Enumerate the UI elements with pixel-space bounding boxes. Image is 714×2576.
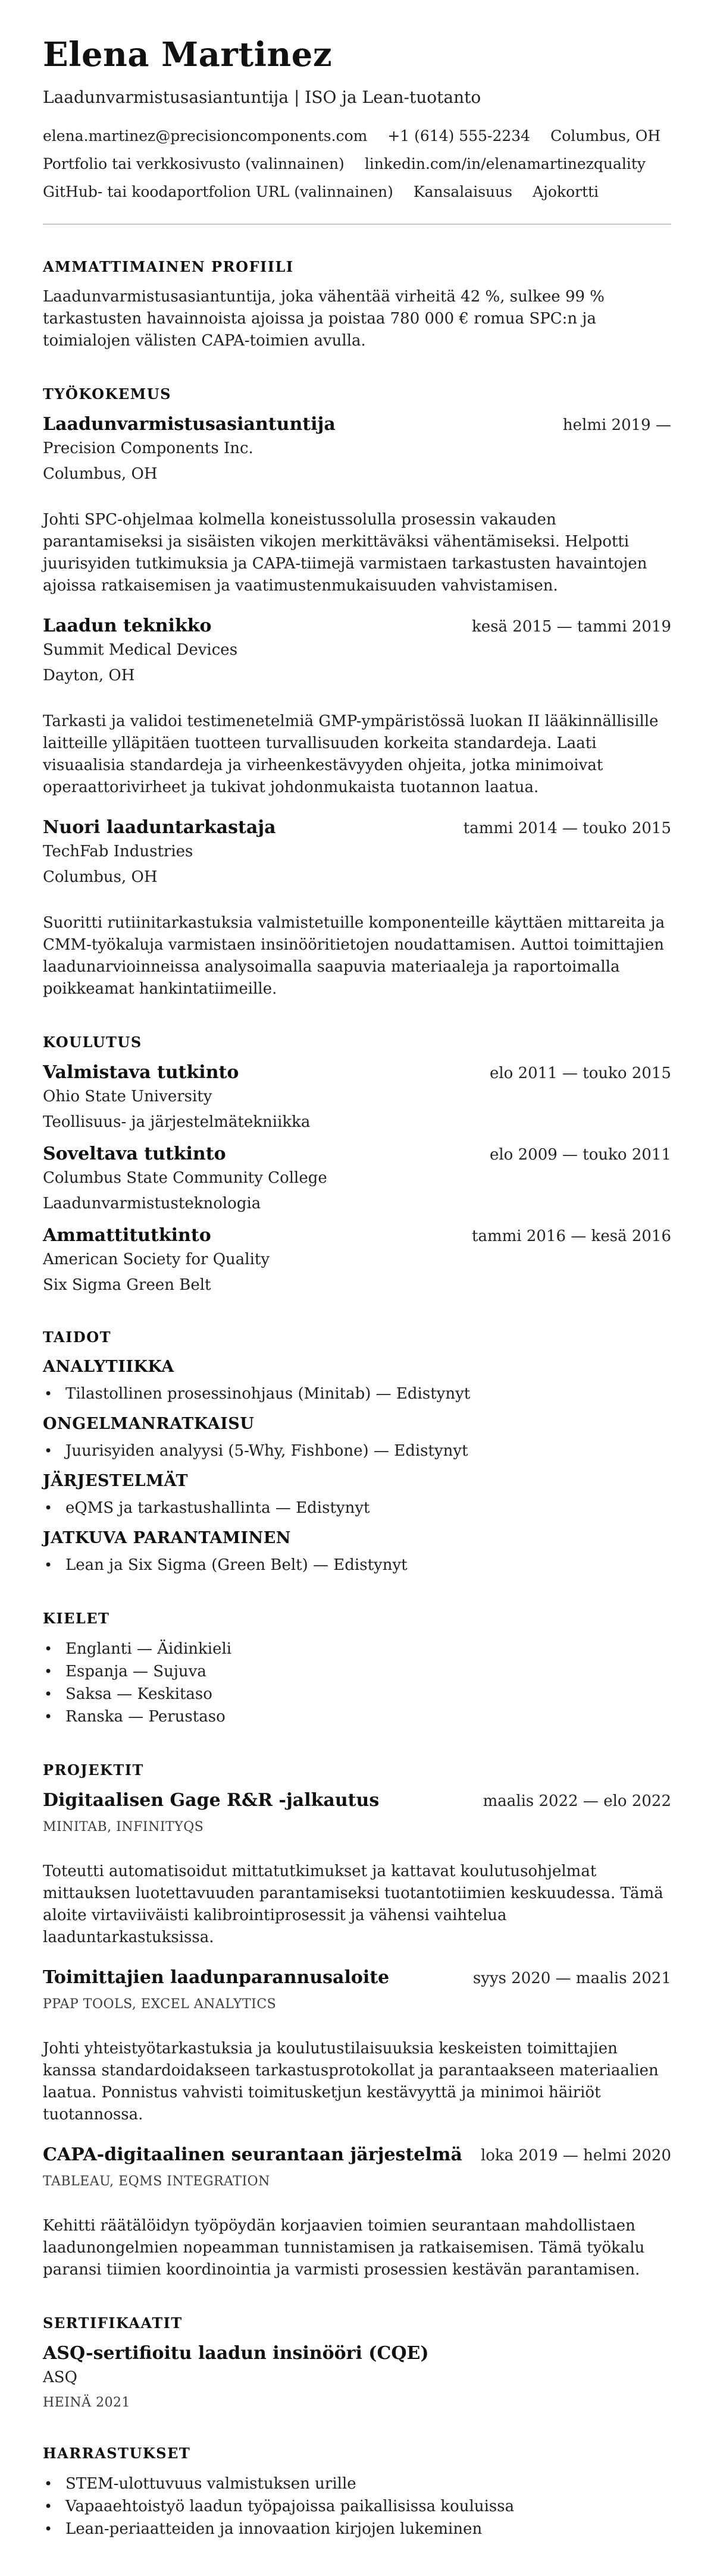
skill-group	[43, 1471, 671, 1519]
education-entry	[43, 1143, 671, 1214]
education-entry	[43, 1224, 671, 1295]
degree-field: Teollisuus- ja järjestelmätekniikka	[43, 1113, 311, 1131]
certification-title: ASQ-sertifioitu laadun insinööri (CQE)	[43, 2343, 429, 2364]
degree-dates: elo 2011 — touko 2015	[489, 1064, 671, 1082]
education-title-row	[43, 1224, 671, 1247]
project-title-row	[43, 1789, 671, 1812]
hobby-item: • STEM-ulottuvuus valmistuksen urille	[43, 2473, 671, 2495]
degree-school: Columbus State Community College	[43, 1169, 327, 1187]
phone-text: +1 (614) 555-2234	[387, 127, 531, 144]
hobby-item: • Vapaaehtoistyö laadun työpajoissa paikallisissa kouluissa	[43, 2495, 671, 2518]
language-item: • Espanja — Sujuva	[43, 1660, 671, 1683]
profile-section-heading: AMMATTIMAINEN PROFIILI	[43, 258, 294, 275]
job-dates: kesä 2015 — tammi 2019	[472, 618, 671, 636]
job-entry	[43, 816, 671, 1000]
section-profile	[43, 257, 671, 352]
project-dates: syys 2020 — maalis 2021	[472, 1969, 671, 1987]
project-entry	[43, 2144, 671, 2281]
job-title: Laadunvarmistusasiantuntija	[43, 414, 336, 435]
degree-school: Ohio State University	[43, 1088, 212, 1105]
language-item: • Saksa — Keskitaso	[43, 1683, 671, 1705]
job-description: Johti SPC-ohjelmaa kolmella koneistussolulla prosessin vakauden parantamiseksi ja sisäisten vikojen merkittäväksi vähentämiseksi. Helpotti juurisyiden tutkimuksia ja CAPA-tiimejä varmistaen tarkastusten havaintojen ajoissa ratkaisemisen ja vaatimustenmukaisuuden vahvistamisen.	[43, 511, 647, 595]
project-dates: loka 2019 — helmi 2020	[480, 2147, 671, 2165]
skills-section-heading: TAIDOT	[43, 1328, 111, 1346]
skill-group	[43, 1413, 671, 1462]
section-hobbies	[43, 2443, 671, 2540]
job-location: Dayton, OH	[43, 667, 135, 684]
skill-list	[43, 1440, 671, 1462]
skill-list	[43, 1497, 671, 1519]
section-experience	[43, 384, 671, 1000]
certifications-section-heading: SERTIFIKAATIT	[43, 2314, 183, 2332]
skill-category: JÄRJESTELMÄT	[43, 1472, 189, 1490]
contact-row-3	[43, 182, 671, 202]
portfolio-placeholder-text: Portfolio tai verkkosivusto (valinnainen)	[43, 155, 345, 172]
project-dates: maalis 2022 — elo 2022	[483, 1792, 671, 1810]
project-description: Toteutti automatisoidut mittatutkimukset ja kattavat koulutusohjelmat mittauksen luotettavuuden parantamiseksi tuotantotiimien keskuudessa. Tämä aloite virtaviiväisti kalibrointiprosessit ja vähensi vaihtelua laaduntarkastuksissa.	[43, 1862, 663, 1946]
job-dates: helmi 2019 —	[562, 416, 671, 434]
project-title-row	[43, 2144, 671, 2166]
location-text: Columbus, OH	[550, 127, 661, 144]
header-divider	[43, 224, 671, 225]
degree-dates: elo 2009 — touko 2011	[489, 1146, 671, 1164]
job-company: TechFab Industries	[43, 843, 193, 860]
section-skills	[43, 1327, 671, 1576]
degree-school: American Society for Quality	[43, 1251, 270, 1268]
skill-item: • eQMS ja tarkastushallinta — Edistynyt	[43, 1497, 671, 1519]
degree-field: Six Sigma Green Belt	[43, 1276, 211, 1294]
skill-list	[43, 1554, 671, 1576]
job-title-row	[43, 816, 671, 839]
project-entry	[43, 1789, 671, 1949]
skill-item: • Juurisyiden analyysi (5-Why, Fishbone) — Edistynyt	[43, 1440, 671, 1462]
candidate-title: Laadunvarmistusasiantuntija | ISO ja Lean-tuotanto	[43, 87, 481, 107]
education-title-row	[43, 1143, 671, 1166]
linkedin-text: linkedin.com/in/elenamartinezquality	[364, 155, 646, 172]
skill-group	[43, 1356, 671, 1405]
hobbies-section-heading: HARRASTUKSET	[43, 2445, 191, 2462]
project-title: Digitaalisen Gage R&R -jalkautus	[43, 1790, 380, 1811]
hobby-list	[43, 2473, 671, 2540]
section-certifications	[43, 2313, 671, 2411]
project-tools: PPAP TOOLS, EXCEL ANALYTICS	[43, 1997, 277, 2012]
education-entry	[43, 1061, 671, 1132]
skill-category: ONGELMANRATKAISU	[43, 1415, 255, 1433]
experience-section-heading: TYÖKOKEMUS	[43, 385, 171, 403]
skill-item: • Tilastollinen prosessinohjaus (Minitab) — Edistynyt	[43, 1383, 671, 1405]
job-entry	[43, 615, 671, 799]
project-entry	[43, 1966, 671, 2126]
certification-entry	[43, 2342, 671, 2411]
projects-section-heading: PROJEKTIT	[43, 1761, 144, 1779]
job-title: Nuori laaduntarkastaja	[43, 817, 276, 838]
job-location: Columbus, OH	[43, 465, 158, 483]
degree-field: Laadunvarmistusteknologia	[43, 1195, 261, 1212]
hobby-item: • Lean-periaatteiden ja innovaation kirjojen lukeminen	[43, 2518, 671, 2540]
job-title: Laadun teknikko	[43, 615, 212, 636]
job-location: Columbus, OH	[43, 868, 158, 886]
job-dates: tammi 2014 — touko 2015	[463, 819, 671, 837]
skill-category: JATKUVA PARANTAMINEN	[43, 1529, 291, 1547]
degree-dates: tammi 2016 — kesä 2016	[472, 1227, 671, 1245]
certification-issuer: ASQ	[43, 2368, 77, 2386]
job-entry	[43, 413, 671, 597]
skill-category: ANALYTIIKKA	[43, 1358, 174, 1376]
section-education	[43, 1032, 671, 1295]
email-text: elena.martinez@precisioncomponents.com	[43, 127, 368, 144]
language-item: • Englanti — Äidinkieli	[43, 1638, 671, 1660]
project-title-row	[43, 1966, 671, 1989]
citizenship-text: Kansalaisuus	[413, 183, 513, 200]
skill-list	[43, 1383, 671, 1405]
certification-date: HEINÄ 2021	[43, 2395, 131, 2410]
project-tools: TABLEAU, EQMS INTEGRATION	[43, 2174, 270, 2189]
degree-title: Valmistava tutkinto	[43, 1062, 239, 1083]
job-company: Summit Medical Devices	[43, 641, 238, 659]
degree-title: Soveltava tutkinto	[43, 1144, 226, 1164]
project-title: Toimittajien laadunparannusaloite	[43, 1967, 390, 1988]
job-title-row	[43, 413, 671, 436]
project-description: Johti yhteistyötarkastuksia ja koulutustilaisuuksia keskeisten toimittajien kanssa standardoidakseen tarkastusprotokollat ja parantaakseen materiaalien laatua. Ponnistus vahvisti toimitusketjun kestävyyttä ja minimoi häiriöt tuotannossa.	[43, 2040, 659, 2123]
language-item: • Ranska — Perustaso	[43, 1705, 671, 1728]
languages-section-heading: KIELET	[43, 1610, 110, 1627]
resume-header	[43, 36, 671, 225]
github-placeholder-text: GitHub- tai koodaportfolion URL (valinnainen)	[43, 183, 393, 200]
project-title: CAPA-digitaalinen seurantaan järjestelmä	[43, 2144, 462, 2165]
project-description: Kehitti räätälöidyn työpöydän korjaavien toimien seurantaan mahdollistaen laadunongelmien nopeamman tunnistamisen ja ratkaisemisen. Tämä työkalu paransi tiimien koordinointia ja varmisti prosessien kestävän parantamisen.	[43, 2217, 645, 2279]
skill-item: • Lean ja Six Sigma (Green Belt) — Edistynyt	[43, 1554, 671, 1576]
degree-title: Ammattitutkinto	[43, 1225, 211, 1246]
job-title-row	[43, 615, 671, 637]
candidate-name: Elena Martinez	[43, 35, 333, 74]
education-section-heading: KOULUTUS	[43, 1033, 142, 1051]
skill-group	[43, 1528, 671, 1576]
job-company: Precision Components Inc.	[43, 439, 253, 457]
project-tools: MINITAB, INFINITYQS	[43, 1820, 204, 1834]
section-languages	[43, 1609, 671, 1728]
profile-summary: Laadunvarmistusasiantuntija, joka vähentää virheitä 42 %, sulkee 99 % tarkastusten havainnoista ajoissa ja poistaa 780 000 € romua SPC:n ja toimialojen välisten CAPA-toimien avulla.	[43, 288, 605, 350]
contact-row-1	[43, 126, 671, 146]
contact-row-2	[43, 154, 671, 174]
section-projects	[43, 1760, 671, 2281]
job-description: Tarkasti ja validoi testimenetelmiä GMP-ympäristössä luokan II lääkinnällisille laitteille ylläpitäen tuotteen turvallisuuden korkeita standardeja. Laati visuaalisia standardeja ja virheenkestävyyden ohjeita, jotka minimoivat operaattorivirheet ja tukivat johdonmukaista tuotannon laatua.	[43, 712, 659, 796]
language-list	[43, 1638, 671, 1728]
job-description: Suoritti rutiinitarkastuksia valmistetuille komponenteille käyttäen mittareita ja CMM-työkaluja varmistaen insinööritietojen noudattamisen. Auttoi toimittajien laadunarvioinneissa analysoimalla saapuvia materiaaleja ja raportoimalla poikkeamat hankintatiimeille.	[43, 914, 665, 998]
education-title-row	[43, 1061, 671, 1084]
drivers-license-text: Ajokortti	[533, 183, 599, 200]
